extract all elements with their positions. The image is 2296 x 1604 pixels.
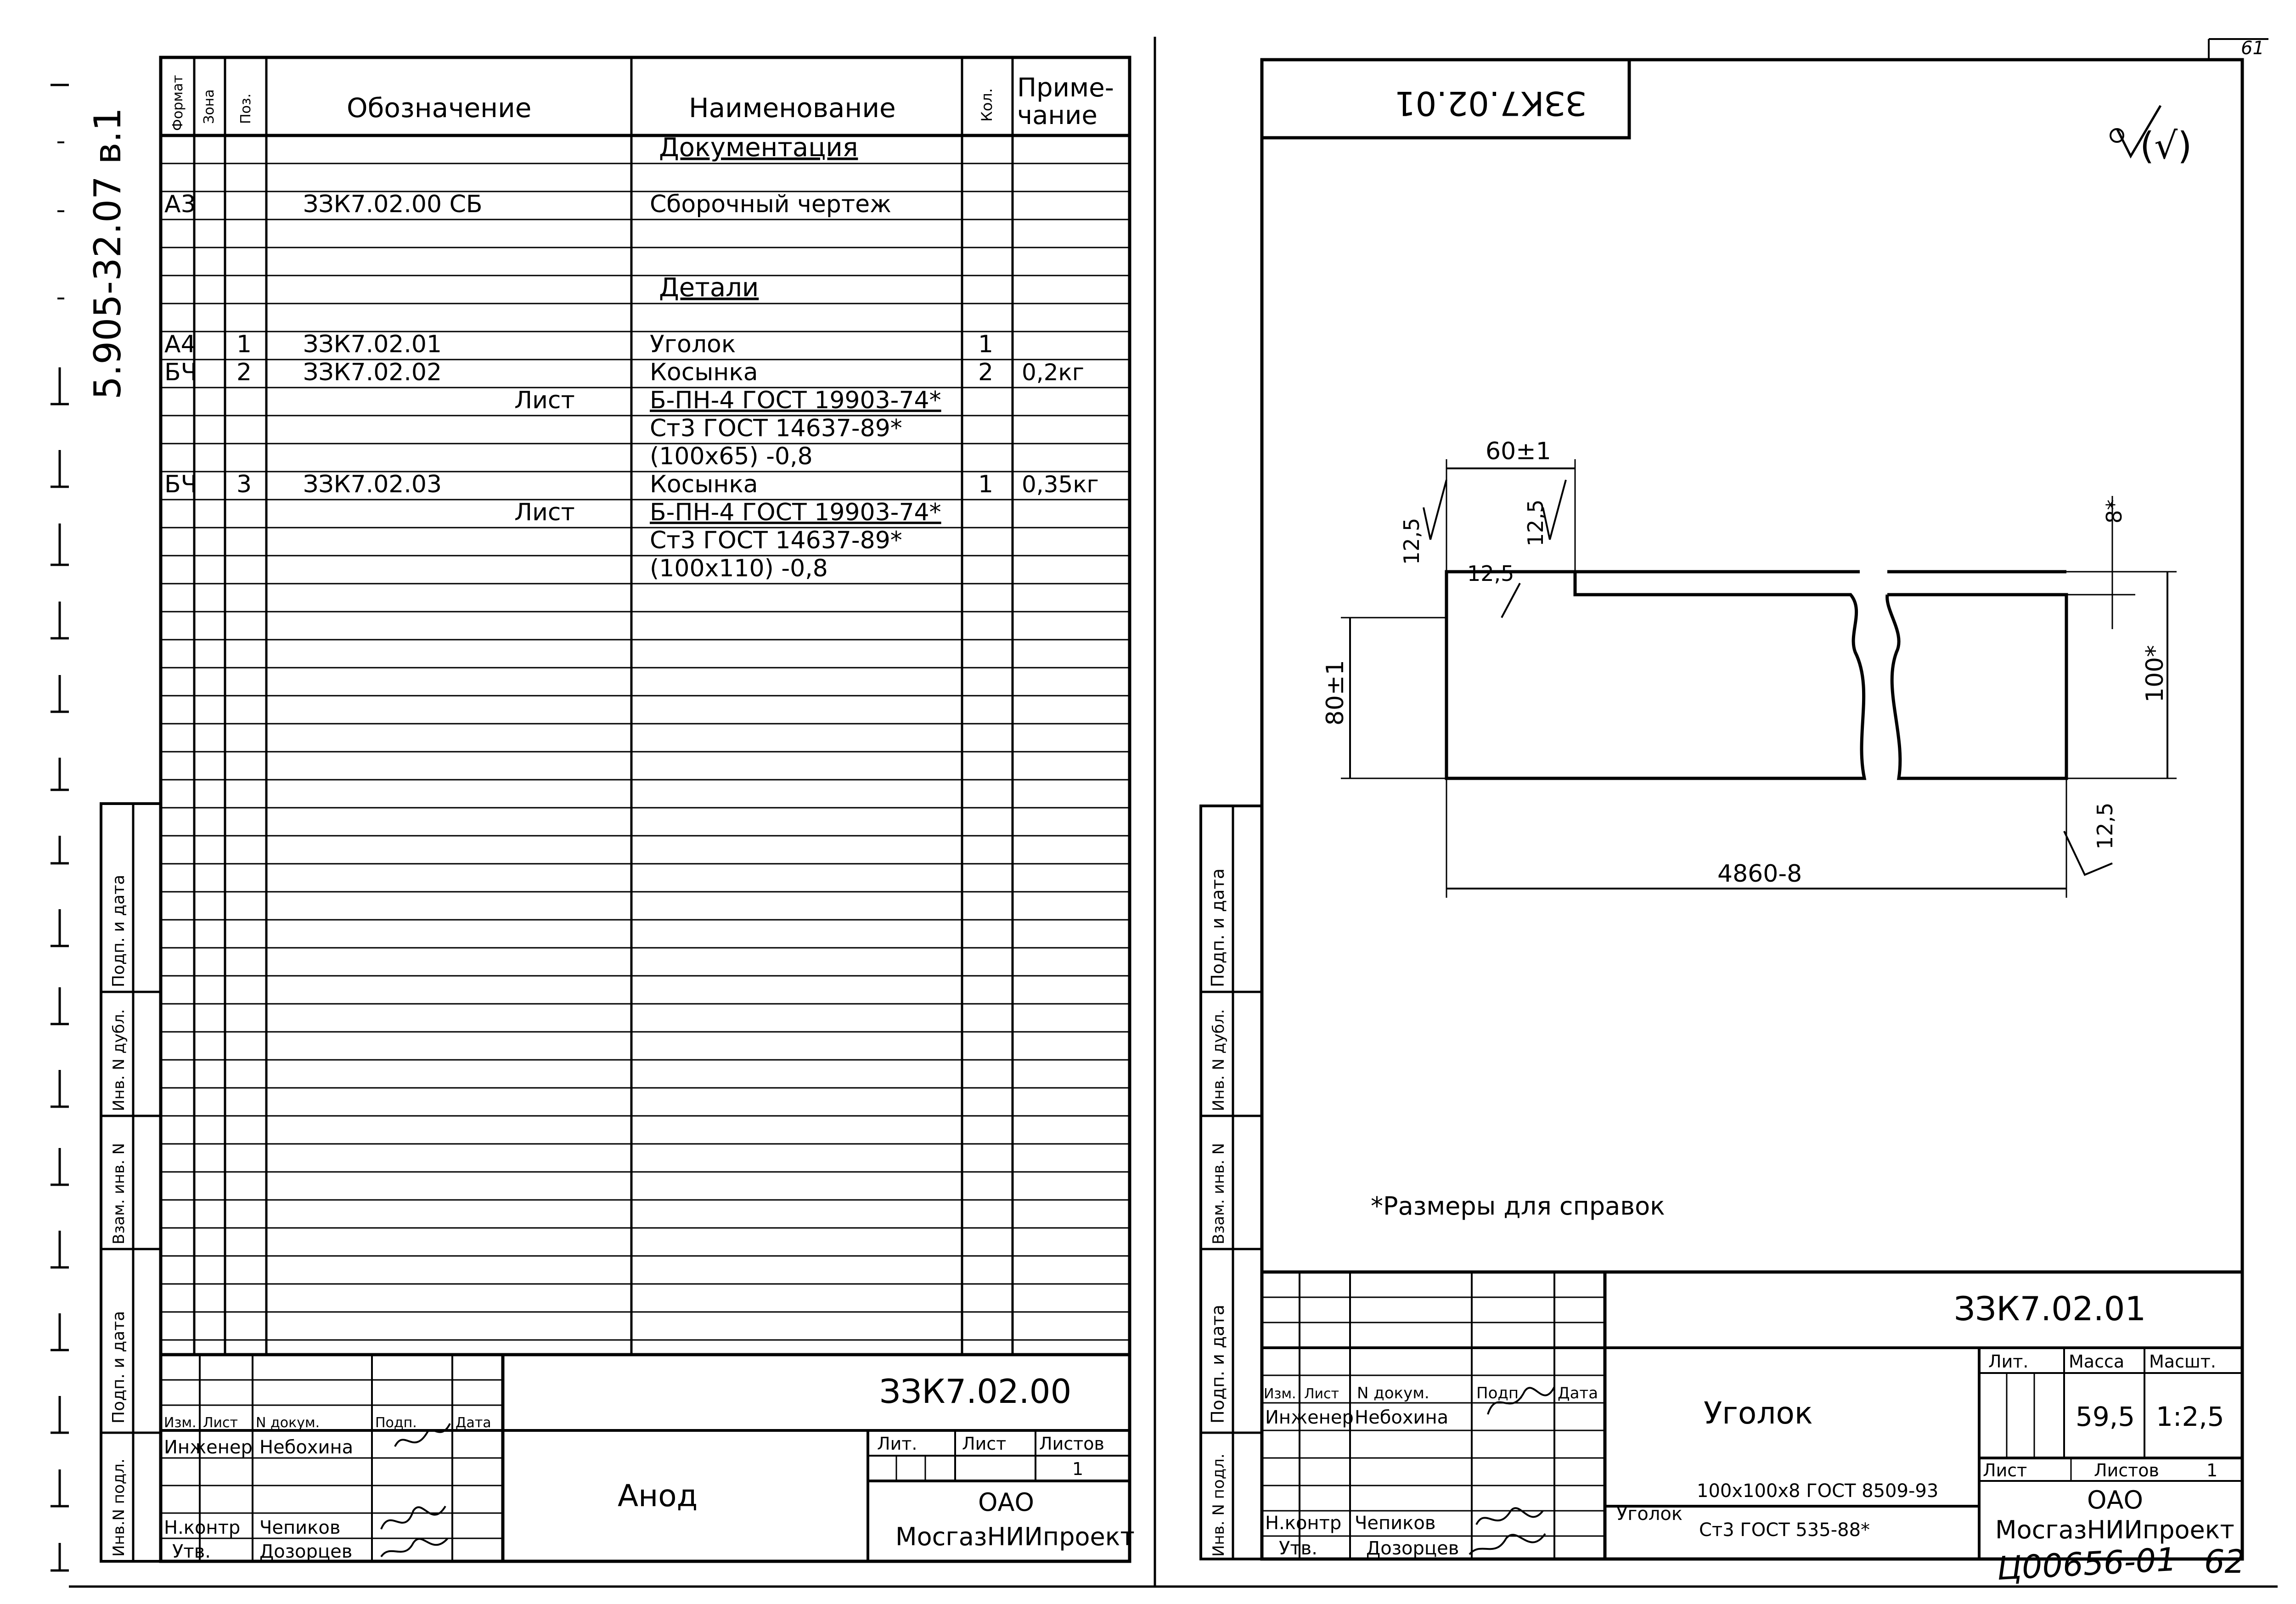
ptb-massa: Масса [2069, 1351, 2125, 1372]
ptb-hdr-sign: Подп. [1476, 1384, 1524, 1402]
header-format: Формат [170, 75, 186, 131]
part-side-label-inv-dubl: Инв. N дубл. [1210, 1009, 1228, 1111]
tb-name: Анод [618, 1478, 698, 1514]
ptb-lit: Лит. [1988, 1351, 2029, 1372]
handwritten-stamp: Ц00656-01 [1996, 1540, 2178, 1587]
header-qty: Кол. [978, 88, 996, 122]
dim-flange-width: 60±1 [1486, 438, 1551, 465]
spec-row-format: БЧ [164, 359, 197, 386]
spec-row-name: Косынка [650, 471, 758, 498]
spec-row-pos: 3 [236, 471, 252, 498]
dim-roughness-4: 12,5 [2093, 802, 2117, 850]
header-designation: Обозначение [347, 92, 532, 124]
side-label-sign-date-1: Подп. и дата [109, 874, 128, 987]
side-label-vzam-inv: Взам. инв. N [110, 1143, 128, 1244]
spec-row-format: БЧ [164, 471, 197, 498]
part-title-block [1262, 1272, 2242, 1559]
ptb-list: Лист [1983, 1460, 2027, 1480]
signature [1469, 1534, 1545, 1554]
spec-row-name: Б-ПН-4 ГОСТ 19903-74* [650, 499, 941, 526]
spec-row-format: А4 [164, 331, 196, 358]
dimension-lines [1322, 438, 2177, 898]
ptb-role-norm-control: Н.контр [1265, 1513, 1342, 1534]
spec-table-body [161, 133, 1130, 1340]
spec-row-designation: ЗЗК7.02.01 [303, 331, 442, 358]
left-margin-marks [51, 85, 69, 1570]
angle-profile [1446, 572, 2066, 778]
side-label-inv-podl: Инв.N подл. [110, 1458, 128, 1557]
spec-row-pos: 2 [236, 359, 252, 386]
spec-frame [161, 57, 1130, 1561]
ptb-org-line2: МосгазНИИпроект [1995, 1515, 2234, 1544]
header-note-line2: чание [1017, 101, 1097, 130]
spec-row-name: (100х65) -0,8 [650, 443, 813, 470]
signature [381, 1506, 445, 1529]
spec-row-format: А3 [164, 191, 196, 218]
spec-row-qty: 1 [978, 331, 994, 358]
ptb-name: Уголок [1704, 1396, 1813, 1431]
ptb-hdr-list: Лист [1304, 1386, 1339, 1402]
tb-person-engineer: Небохина [259, 1437, 354, 1458]
dim-roughness-1: 12,5 [1399, 518, 1424, 565]
spec-row-designation: Лист [514, 387, 575, 414]
side-label-sign-date-2: Подп. и дата [109, 1311, 128, 1424]
page-number-bottom: 62 [2204, 1543, 2245, 1581]
spec-row-pos: 1 [236, 331, 252, 358]
corner-designation: ЗЗК7.02.01 [1394, 84, 1587, 123]
series-label: 5.905-32.07 в.1 [86, 107, 129, 400]
roughness-mark [2110, 106, 2192, 167]
ptb-listov-value: 1 [2206, 1460, 2218, 1480]
ptb-role-approved: Утв. [1279, 1538, 1317, 1559]
tb-hdr-doc: N докум. [256, 1415, 320, 1431]
part-side-label-sign-date-2: Подп. и дата [1208, 1305, 1228, 1424]
ptb-hdr-izm: Изм. [1264, 1386, 1296, 1402]
header-zone: Зона [201, 89, 217, 124]
tb-listov-value: 1 [1072, 1459, 1084, 1479]
spec-row-name: Уголок [650, 331, 736, 358]
tb-list: Лист [962, 1434, 1007, 1454]
ptb-org-line1: ОАО [2087, 1486, 2143, 1514]
spec-row-name: Б-ПН-4 ГОСТ 19903-74* [650, 387, 941, 414]
roughness-mark-text: (√) [2140, 124, 2192, 167]
header-name: Наименование [689, 92, 896, 124]
ptb-mashtab: Масшт. [2149, 1351, 2216, 1372]
ptb-person-engineer: Небохина [1355, 1407, 1449, 1428]
ptb-material-prefix: Уголок [1616, 1503, 1683, 1525]
dim-length: 4860-8 [1717, 860, 1802, 888]
spec-title-block [161, 1355, 1135, 1562]
header-pos: Поз. [238, 93, 254, 124]
spec-row-designation: ЗЗК7.02.02 [303, 359, 442, 386]
ptb-person-norm-control: Чепиков [1355, 1513, 1436, 1534]
tb-hdr-sign: Подп. [375, 1415, 417, 1431]
dim-thickness: 8* [2102, 499, 2127, 523]
part-drawing-sheet [1201, 60, 2242, 1559]
part-side-label-sign-date-1: Подп. и дата [1208, 868, 1228, 987]
tb-role-norm-control: Н.контр [164, 1517, 241, 1538]
ptb-designation: ЗЗК7.02.01 [1954, 1289, 2146, 1328]
spec-row-qty: 2 [978, 359, 994, 386]
dim-total-height: 100* [2141, 645, 2169, 703]
tb-hdr-list: Лист [203, 1415, 238, 1431]
tb-hdr-izm: Изм. [164, 1415, 197, 1431]
side-label-inv-dubl: Инв. N дубл. [110, 1009, 128, 1111]
spec-row-designation: ЗЗК7.02.03 [303, 471, 442, 498]
ptb-person-approved: Дозорцев [1366, 1538, 1459, 1559]
dim-roughness-3: 12,5 [1467, 561, 1514, 586]
spec-row-note: 0,2кг [1022, 359, 1084, 386]
ptb-hdr-doc: N докум. [1357, 1384, 1429, 1402]
spec-row-name: Ст3 ГОСТ 14637-89* [650, 527, 902, 554]
reference-note: *Размеры для справок [1371, 1192, 1665, 1221]
dim-leg-height: 80±1 [1322, 660, 1349, 726]
ptb-role-engineer: Инженер [1265, 1407, 1354, 1428]
spec-row-note: 0,35кг [1022, 471, 1099, 498]
ptb-material-line2: Ст3 ГОСТ 535-88* [1699, 1520, 1870, 1541]
spec-row-designation: ЗЗК7.02.00 СБ [303, 191, 483, 218]
dim-roughness-2: 12,5 [1523, 499, 1548, 546]
ptb-material-line1: 100х100х8 ГОСТ 8509-93 [1697, 1480, 1939, 1502]
tb-person-norm-control: Чепиков [259, 1517, 341, 1538]
part-side-label-vzam-inv: Взам. инв. N [1210, 1143, 1228, 1244]
ptb-massa-value: 59,5 [2076, 1401, 2135, 1432]
tb-lit: Лит. [877, 1434, 917, 1454]
spec-row-name: Сборочный чертеж [650, 191, 891, 218]
spec-row-name: Косынка [650, 359, 758, 386]
tb-role-approved: Утв. [172, 1541, 211, 1562]
tb-role-engineer: Инженер [164, 1437, 253, 1458]
page-number-top: 61 [2241, 38, 2264, 59]
ptb-hdr-date: Дата [1558, 1384, 1598, 1402]
tb-listov: Листов [1039, 1434, 1104, 1454]
tb-person-approved: Дозорцев [259, 1541, 353, 1562]
spec-row-name: Документация [659, 133, 858, 163]
spec-row-name: Ст3 ГОСТ 14637-89* [650, 415, 902, 442]
tb-hdr-date: Дата [456, 1415, 491, 1431]
ptb-listov: Листов [2094, 1460, 2159, 1480]
tb-org-line2: МосгазНИИпроект [895, 1522, 1135, 1551]
part-side-label-inv-podl: Инв. N подл. [1210, 1453, 1228, 1557]
signature [381, 1538, 448, 1557]
header-note-line1: Приме- [1017, 73, 1114, 103]
ptb-mashtab-value: 1:2,5 [2156, 1401, 2224, 1432]
spec-row-name: Детали [659, 273, 759, 303]
tb-org-line1: ОАО [978, 1488, 1034, 1517]
spec-row-designation: Лист [514, 499, 575, 526]
spec-row-qty: 1 [978, 471, 994, 498]
spec-row-name: (100х110) -0,8 [650, 555, 828, 582]
tb-designation: ЗЗК7.02.00 [879, 1372, 1072, 1411]
specification-sheet [101, 57, 1135, 1562]
